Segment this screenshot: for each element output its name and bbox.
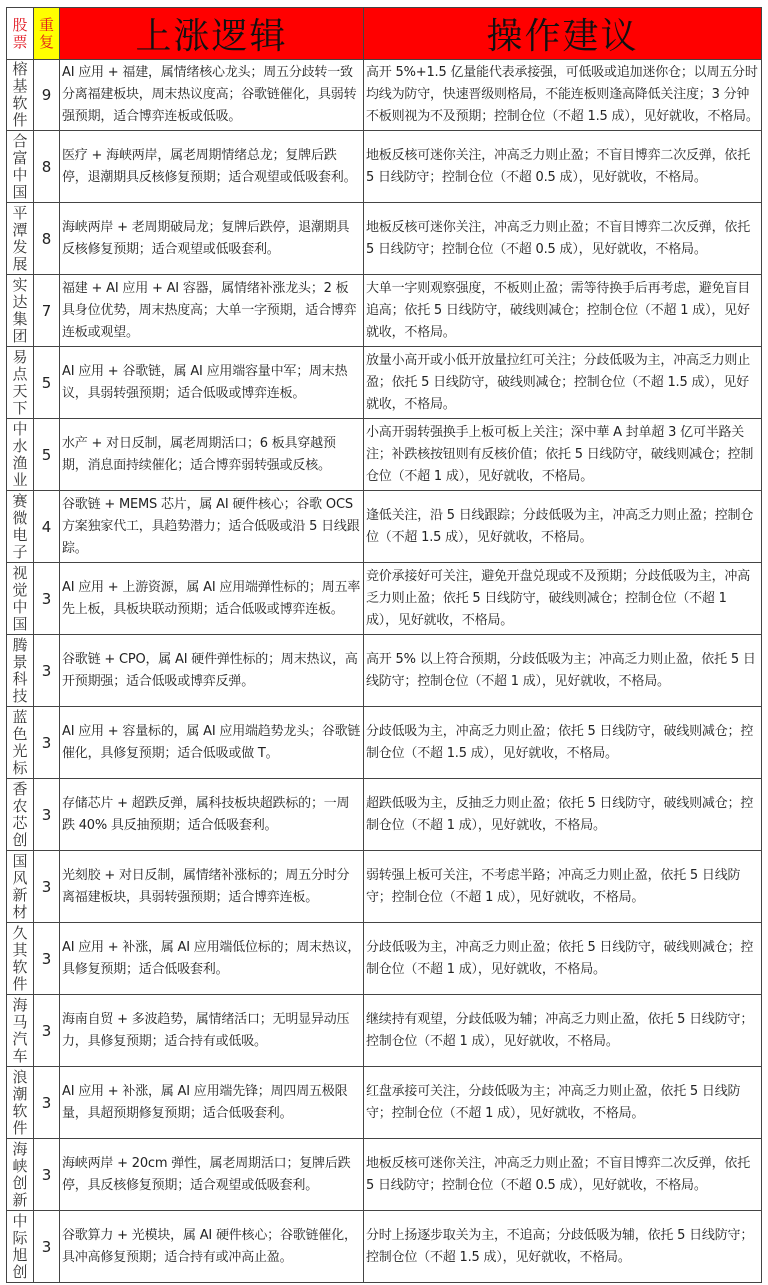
table-row bbox=[7, 491, 762, 563]
table-row bbox=[7, 563, 762, 635]
operation-advice: 红盘承接可关注，分歧低吸为主；冲高乏力则止盈，依托 5 日线防守；控制仓位（不超 1 成），见好就收，不格局。 bbox=[364, 1067, 762, 1139]
stock-name-cell bbox=[7, 131, 34, 203]
stock-name: 中际旭创 bbox=[12, 1211, 28, 1281]
stock-name: 海马汽车 bbox=[12, 995, 28, 1065]
rise-logic: AI 应用 + 福建，属情绪核心龙头；周五分歧转一致分离福建板块，周末热议度高；谷歌链催化，具弱转强预期，适合博弈连板或低吸。 bbox=[60, 60, 364, 131]
stock-name: 久其软件 bbox=[12, 923, 28, 993]
stock-name: 赛微电子 bbox=[12, 491, 28, 561]
stock-name: 视觉中国 bbox=[12, 563, 28, 633]
table-row bbox=[7, 1211, 762, 1283]
repeat-count: 8 bbox=[34, 131, 60, 203]
table-body bbox=[7, 60, 762, 1283]
rise-logic: AI 应用 + 谷歌链，属 AI 应用端容量中军；周末热议，具弱转强预期；适合低吸或博弈连板。 bbox=[60, 347, 364, 419]
rise-logic: AI 应用 + 补涨，属 AI 应用端先锋；周四周五极限量，具超预期修复预期；适合低吸套利。 bbox=[60, 1067, 364, 1139]
repeat-count: 7 bbox=[34, 275, 60, 347]
stock-name: 中水渔业 bbox=[12, 419, 28, 489]
table-row bbox=[7, 275, 762, 347]
stock-name-cell bbox=[7, 60, 34, 131]
repeat-count: 3 bbox=[34, 1139, 60, 1211]
rise-logic: 光刻胶 + 对日反制，属情绪补涨标的；周五分时分离福建板块，具弱转强预期；适合博弈连板。 bbox=[60, 851, 364, 923]
stock-name-cell bbox=[7, 1139, 34, 1211]
stock-name-cell bbox=[7, 491, 34, 563]
rise-logic: 谷歌算力 + 光模块，属 AI 硬件核心；谷歌链催化，具冲高修复预期；适合持有或冲高止盈。 bbox=[60, 1211, 364, 1283]
operation-advice: 小高开弱转强换手上板可板上关注；深中華 A 封单超 3 亿可半路关注；补跌核按钮则有反核价值；依托 5 日线防守，破线则减仓；控制仓位（不超 1 成），见好就收，不格局。 bbox=[364, 419, 762, 491]
operation-advice: 逢低关注，沿 5 日线跟踪；分歧低吸为主，冲高乏力则止盈；控制仓位（不超 1.5 成），见好就收，不格局。 bbox=[364, 491, 762, 563]
repeat-count: 3 bbox=[34, 563, 60, 635]
stock-name: 香农芯创 bbox=[12, 779, 28, 849]
rise-logic: 医疗 + 海峡两岸，属老周期情绪总龙；复牌后跌停，退潮期具反核修复预期；适合观望或低吸套利。 bbox=[60, 131, 364, 203]
table-row bbox=[7, 419, 762, 491]
repeat-count: 8 bbox=[34, 203, 60, 275]
rise-logic: 海峡两岸 + 老周期破局龙；复牌后跌停，退潮期具反核修复预期；适合观望或低吸套利。 bbox=[60, 203, 364, 275]
table-row bbox=[7, 635, 762, 707]
table-row bbox=[7, 347, 762, 419]
operation-advice: 竞价承接好可关注，避免开盘兑现或不及预期；分歧低吸为主，冲高乏力则止盈；依托 5 日线防守，破线则减仓；控制仓位（不超 1 成），见好就收，不格局。 bbox=[364, 563, 762, 635]
repeat-count: 9 bbox=[34, 60, 60, 131]
stock-name-cell bbox=[7, 275, 34, 347]
rise-logic: 福建 + AI 应用 + AI 容器，属情绪补涨龙头；2 板具身位优势，周末热度高；大单一字预期，适合博弈连板或观望。 bbox=[60, 275, 364, 347]
stock-name: 实达集团 bbox=[12, 275, 28, 345]
stock-name: 浪潮软件 bbox=[12, 1067, 28, 1137]
operation-advice: 分歧低吸为主，冲高乏力则止盈；依托 5 日线防守，破线则减仓；控制仓位（不超 1 成），见好就收，不格局。 bbox=[364, 923, 762, 995]
stock-name-cell bbox=[7, 1067, 34, 1139]
operation-advice: 高开 5%+1.5 亿量能代表承接强，可低吸或追加迷你仓；以周五分时均线为防守，快速晋级则格局，不能连板则逢高降低关注度；3 分钟不板则视为不及预期；控制仓位（不超 1.5 成），见好就收，不格局。 bbox=[364, 60, 762, 131]
header-advice: 操作建议 bbox=[364, 8, 762, 60]
table-row bbox=[7, 131, 762, 203]
stock-name: 蓝色光标 bbox=[12, 707, 28, 777]
rise-logic: 谷歌链 + MEMS 芯片，属 AI 硬件核心；谷歌 OCS 方案独家代工，具趋势潜力；适合低吸或沿 5 日线跟踪。 bbox=[60, 491, 364, 563]
stock-name-cell bbox=[7, 347, 34, 419]
stock-name-cell bbox=[7, 851, 34, 923]
table-row bbox=[7, 851, 762, 923]
stock-name: 易点天下 bbox=[12, 347, 28, 417]
table-row bbox=[7, 995, 762, 1067]
operation-advice: 高开 5% 以上符合预期，分歧低吸为主；冲高乏力则止盈，依托 5 日线防守；控制仓位（不超 1 成），见好就收，不格局。 bbox=[364, 635, 762, 707]
repeat-count: 3 bbox=[34, 1067, 60, 1139]
repeat-count: 5 bbox=[34, 419, 60, 491]
operation-advice: 超跌低吸为主，反抽乏力则止盈；依托 5 日线防守，破线则减仓；控制仓位（不超 1 成），见好就收，不格局。 bbox=[364, 779, 762, 851]
operation-advice: 分时上扬逐步取关为主，不追高；分歧低吸为辅，依托 5 日线防守；控制仓位（不超 1.5 成），见好就收，不格局。 bbox=[364, 1211, 762, 1283]
stock-name: 合富中国 bbox=[12, 131, 28, 201]
table-row bbox=[7, 1139, 762, 1211]
operation-advice: 大单一字则观察强度，不板则止盈；需等待换手后再考虑，避免盲目追高；依托 5 日线防守，破线则减仓；控制仓位（不超 1 成），见好就收，不格局。 bbox=[364, 275, 762, 347]
repeat-count: 3 bbox=[34, 635, 60, 707]
header-logic: 上涨逻辑 bbox=[60, 8, 364, 60]
repeat-count: 3 bbox=[34, 707, 60, 779]
operation-advice: 地板反核可迷你关注，冲高乏力则止盈；不盲目博弈二次反弹，依托 5 日线防守；控制仓位（不超 0.5 成），见好就收，不格局。 bbox=[364, 203, 762, 275]
repeat-count: 3 bbox=[34, 923, 60, 995]
header-stock: 股票 bbox=[7, 8, 34, 60]
operation-advice: 放量小高开或小低开放量拉红可关注；分歧低吸为主，冲高乏力则止盈；依托 5 日线防守，破线则减仓；控制仓位（不超 1.5 成），见好就收，不格局。 bbox=[364, 347, 762, 419]
operation-advice: 地板反核可迷你关注，冲高乏力则止盈；不盲目博弈二次反弹，依托 5 日线防守；控制仓位（不超 0.5 成），见好就收，不格局。 bbox=[364, 131, 762, 203]
repeat-count: 3 bbox=[34, 995, 60, 1067]
table-row bbox=[7, 779, 762, 851]
stock-name-cell bbox=[7, 923, 34, 995]
table-row bbox=[7, 1067, 762, 1139]
rise-logic: 存储芯片 + 超跌反弹，属科技板块超跌标的；一周跌 40% 具反抽预期；适合低吸套利。 bbox=[60, 779, 364, 851]
stock-name-cell bbox=[7, 635, 34, 707]
header-repeat: 重复 bbox=[34, 8, 60, 60]
rise-logic: AI 应用 + 上游资源，属 AI 应用端弹性标的；周五率先上板，具板块联动预期；适合低吸或博弈连板。 bbox=[60, 563, 364, 635]
operation-advice: 弱转强上板可关注，不考虑半路；冲高乏力则止盈，依托 5 日线防守；控制仓位（不超 1 成），见好就收，不格局。 bbox=[364, 851, 762, 923]
stock-name-cell bbox=[7, 419, 34, 491]
rise-logic: 水产 + 对日反制，属老周期活口；6 板具穿越预期，消息面持续催化；适合博弈弱转强或反核。 bbox=[60, 419, 364, 491]
stock-analysis-table bbox=[6, 7, 762, 1283]
repeat-count: 3 bbox=[34, 851, 60, 923]
table-row bbox=[7, 923, 762, 995]
operation-advice: 继续持有观望，分歧低吸为辅；冲高乏力则止盈，依托 5 日线防守；控制仓位（不超 1 成），见好就收，不格局。 bbox=[364, 995, 762, 1067]
stock-name-cell bbox=[7, 563, 34, 635]
repeat-count: 3 bbox=[34, 779, 60, 851]
stock-name-cell bbox=[7, 203, 34, 275]
repeat-count: 5 bbox=[34, 347, 60, 419]
rise-logic: 海南自贸 + 多波趋势，属情绪活口；无明显异动压力，具修复预期；适合持有或低吸。 bbox=[60, 995, 364, 1067]
stock-name: 国风新材 bbox=[12, 851, 28, 921]
stock-name-cell bbox=[7, 779, 34, 851]
table-row bbox=[7, 60, 762, 131]
table-row bbox=[7, 203, 762, 275]
stock-name: 平潭发展 bbox=[12, 203, 28, 273]
rise-logic: AI 应用 + 补涨，属 AI 应用端低位标的；周末热议，具修复预期；适合低吸套利。 bbox=[60, 923, 364, 995]
stock-name: 榕基软件 bbox=[12, 60, 28, 129]
stock-name-cell bbox=[7, 995, 34, 1067]
stock-name-cell bbox=[7, 707, 34, 779]
operation-advice: 分歧低吸为主，冲高乏力则止盈；依托 5 日线防守，破线则减仓；控制仓位（不超 1.5 成），见好就收，不格局。 bbox=[364, 707, 762, 779]
rise-logic: AI 应用 + 容量标的，属 AI 应用端趋势龙头；谷歌链催化，具修复预期；适合低吸或做 T。 bbox=[60, 707, 364, 779]
stock-name-cell bbox=[7, 1211, 34, 1283]
operation-advice: 地板反核可迷你关注，冲高乏力则止盈；不盲目博弈二次反弹，依托 5 日线防守；控制仓位（不超 0.5 成），见好就收，不格局。 bbox=[364, 1139, 762, 1211]
repeat-count: 3 bbox=[34, 1211, 60, 1283]
rise-logic: 海峡两岸 + 20cm 弹性，属老周期活口；复牌后跌停，具反核修复预期；适合观望或低吸套利。 bbox=[60, 1139, 364, 1211]
table-header-row bbox=[7, 8, 762, 60]
table-row bbox=[7, 707, 762, 779]
stock-name: 腾景科技 bbox=[12, 635, 28, 705]
rise-logic: 谷歌链 + CPO，属 AI 硬件弹性标的；周末热议，高开预期强；适合低吸或博弈反弹。 bbox=[60, 635, 364, 707]
repeat-count: 4 bbox=[34, 491, 60, 563]
stock-name: 海峡创新 bbox=[12, 1139, 28, 1209]
